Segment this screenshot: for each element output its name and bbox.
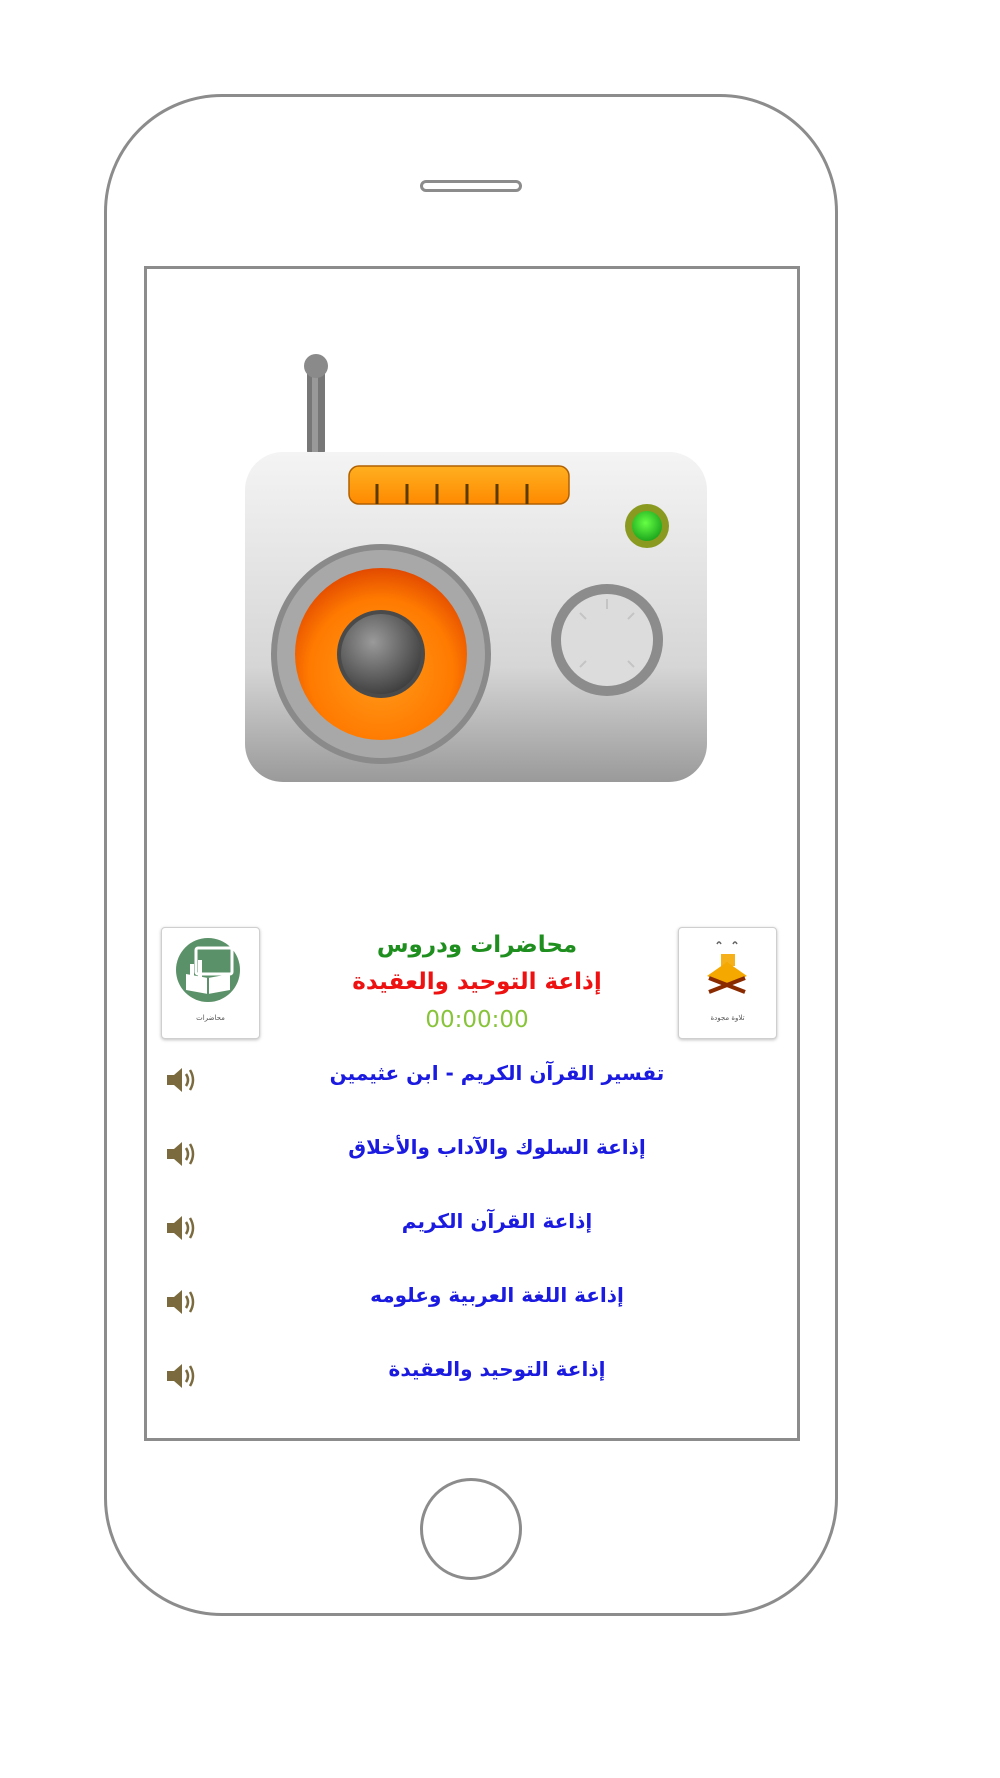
category-title: محاضرات ودروس	[376, 932, 578, 958]
recitation-app-icon[interactable]	[678, 927, 777, 1039]
station-label: إذاعة السلوك والآداب والأخلاق	[348, 1135, 646, 1159]
home-button[interactable]	[420, 1478, 522, 1580]
station-row[interactable]	[147, 1193, 797, 1267]
speaker-grille	[271, 544, 491, 764]
book-screen-icon	[162, 928, 259, 1008]
lectures-app-icon[interactable]	[161, 927, 260, 1039]
speaker-icon[interactable]	[165, 1139, 197, 1169]
app-screen	[144, 266, 800, 1441]
speaker-icon[interactable]	[165, 1361, 197, 1391]
station-row[interactable]	[147, 1267, 797, 1341]
station-label: تفسير القرآن الكريم - ابن عثيمين	[329, 1061, 665, 1085]
tuning-dial	[349, 466, 569, 504]
station-label: إذاعة القرآن الكريم	[401, 1209, 593, 1233]
current-station-title: إذاعة التوحيد والعقيدة	[352, 969, 602, 995]
station-row[interactable]	[147, 1045, 797, 1119]
recitation-icon-caption: تلاوة مجودة	[710, 1014, 745, 1022]
power-indicator-light	[625, 504, 669, 548]
speaker-icon[interactable]	[165, 1287, 197, 1317]
lectures-icon-caption: محاضرات	[196, 1014, 225, 1022]
station-row[interactable]	[147, 1119, 797, 1193]
now-playing-info	[297, 927, 657, 1039]
playback-timer: 00:00:00	[425, 1007, 529, 1033]
antenna	[304, 354, 328, 454]
station-label: إذاعة اللغة العربية وعلومه	[370, 1283, 624, 1307]
quran-stand-icon	[679, 928, 776, 1008]
volume-knob	[551, 584, 663, 696]
radio-illustration	[237, 354, 707, 784]
phone-speaker	[420, 180, 522, 192]
station-row[interactable]	[147, 1341, 797, 1415]
station-list	[147, 1045, 797, 1415]
station-label: إذاعة التوحيد والعقيدة	[388, 1357, 606, 1381]
player-header	[147, 927, 797, 1043]
speaker-icon[interactable]	[165, 1065, 197, 1095]
speaker-icon[interactable]	[165, 1213, 197, 1243]
